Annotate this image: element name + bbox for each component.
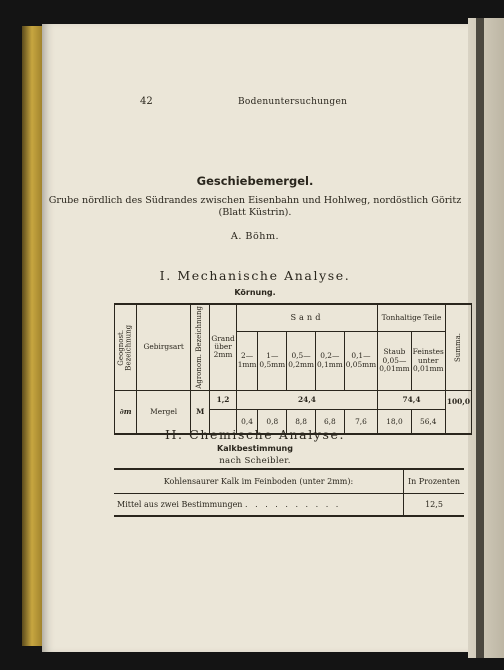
section-title: Geschiebemergel. <box>196 174 314 188</box>
cell-sand-4: 6,8 <box>315 409 344 434</box>
chem-row-label-cell <box>114 494 404 517</box>
cell-staub: 18,0 <box>378 409 411 434</box>
col-agronom: Agronom. Bezeichnung <box>191 304 210 390</box>
cell-summa: 100,0 <box>445 390 471 434</box>
cell-sand-2: 0,8 <box>258 409 287 434</box>
running-head: Bodenuntersuchungen <box>238 97 348 107</box>
col-sand-1: 2— 1mm <box>236 331 258 390</box>
document-page <box>42 24 468 652</box>
book-binding <box>22 26 44 646</box>
mechanical-analysis-heading: I. Mechanische Analyse. <box>159 268 351 283</box>
cell-feinstes: 56,4 <box>411 409 445 434</box>
location-line-2: (Blatt Küstrin). <box>218 207 292 218</box>
cell-sand-total: 24,4 <box>236 390 377 409</box>
chemical-analysis-table <box>114 468 464 517</box>
table-row <box>114 494 464 517</box>
next-page-edge <box>468 18 504 658</box>
col-feinstes: Feinstes unter 0,01mm <box>411 331 445 390</box>
col-sand: Sand <box>236 304 377 331</box>
col-gebirgsart: Gebirgsart <box>137 304 191 390</box>
col-geognost: Geognost. Bezeichnung <box>115 304 137 390</box>
cell-sand-3: 8,8 <box>287 409 316 434</box>
location-line-1: Grube nördlich des Südrandes zwischen Eisenbahn und Hohlweg, nordöstlich Göritz <box>48 195 462 206</box>
table-header-row <box>115 304 472 331</box>
cell-grand: 1,2 <box>210 390 236 409</box>
cell-agronom: M <box>191 390 210 434</box>
method-line: nach Scheibler. <box>219 456 291 466</box>
chem-row-value: 12,5 <box>404 494 465 517</box>
col-summa: Summa. <box>445 304 471 390</box>
chem-row-dots: . . . . . . . . . . <box>245 500 341 509</box>
cell-sand-5: 7,6 <box>344 409 377 434</box>
kalk-subheading: Kalkbestimmung <box>217 444 293 453</box>
chemical-analysis-heading: II. Chemische Analyse. <box>164 427 346 442</box>
chem-header-left: Kohlensaurer Kalk im Feinboden (unter 2mm): <box>114 469 404 494</box>
chem-row-label: Mittel aus zwei Bestimmungen <box>117 500 243 509</box>
chem-header-right: In Prozenten <box>404 469 465 494</box>
mechanical-analysis-table <box>114 303 472 435</box>
col-sand-4: 0,2— 0,1mm <box>315 331 344 390</box>
col-sand-5: 0,1— 0,05mm <box>344 331 377 390</box>
table-header-row <box>114 469 464 494</box>
col-sand-3: 0,5— 0,2mm <box>287 331 316 390</box>
col-grand: Grand über 2mm <box>210 304 236 390</box>
table-row <box>115 390 472 409</box>
author: A. Böhm. <box>230 231 280 242</box>
col-sand-2: 1— 0,5mm <box>258 331 287 390</box>
cell-sand-1: 0,4 <box>236 409 258 434</box>
cell-geognost: ∂m <box>115 390 137 434</box>
kornung-subheading: Körnung. <box>234 288 276 297</box>
col-tonhaltige: Tonhaltige Teile <box>378 304 446 331</box>
cell-gebirgsart: Mergel <box>137 390 191 434</box>
cell-tonhaltige-total: 74,4 <box>378 390 446 409</box>
col-staub: Staub 0,05— 0,01mm <box>378 331 411 390</box>
page-number: 42 <box>140 96 153 107</box>
page-gap-shadow <box>476 18 484 658</box>
